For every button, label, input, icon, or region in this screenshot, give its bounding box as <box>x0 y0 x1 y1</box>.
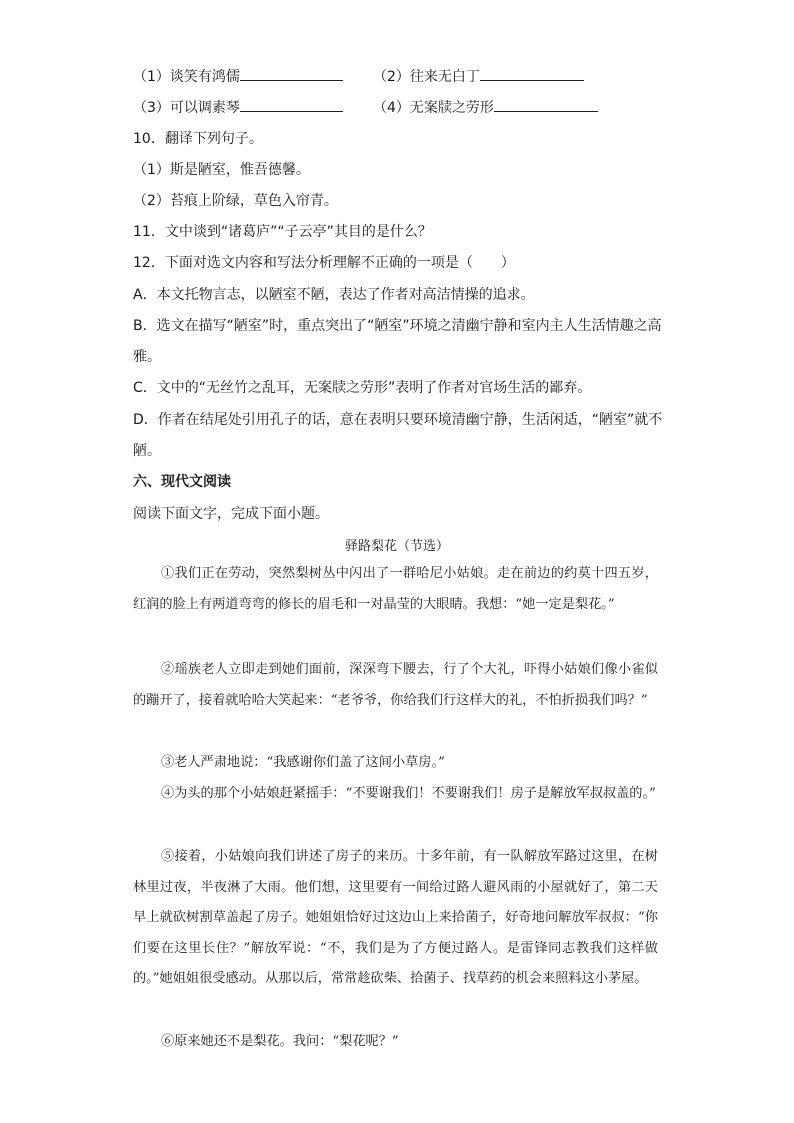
q9-item-1-text: （1）谈笑有鸿儒 <box>133 69 240 85</box>
q9-item-4-blank[interactable] <box>494 97 598 112</box>
q9-item-2-text: （2）往来无白丁 <box>373 69 480 85</box>
q9-row-1b <box>373 66 584 87</box>
passage-paragraph-3: ③老人严肃地说：“我感谢你们盖了这间小草房。” <box>161 755 445 770</box>
q9-item-1-blank[interactable] <box>240 66 343 81</box>
passage-title: 驿路梨花（节选） <box>344 539 449 554</box>
q12-option-b-line-1: B．选文在描写“陋室”时，重点突出了“陋室”环境之清幽宁静和室内主人生活情趣之高 <box>133 318 662 334</box>
passage-paragraph-5: ⑤接着，小姑娘向我们讲述了房子的来历。十多年前，有一队解放军路过这里，在树林里过夜，半夜淋了大雨。他们想，这里要有一间给过路人避风雨的小屋就好了，第二天早上就砍树割草盖起了房子。她姐姐恰好过这边山上来拾菌子，好奇地问解放军叔叔：“你们要在这里长住？”解放军说：“不，我们是为了方便过路人。是雷锋同志教我们这样做的。”她姐姐很受感动。从那以后，常常趁砍柴、拾菌子、找草药的机会来照料这小茅屋。 <box>133 849 658 986</box>
q9-row-2b <box>373 97 598 118</box>
q12-option-a: A．本文托物言志，以陋室不陋，表达了作者对高洁情操的追求。 <box>133 287 535 303</box>
passage-paragraph-6: ⑥原来她还不是梨花。我问：“梨花呢？” <box>161 1034 399 1049</box>
q9-row-1 <box>133 66 343 87</box>
q9-item-4-text: （4）无案牍之劳形 <box>373 100 494 116</box>
q12-option-d-line-1: D．作者在结尾处引用孔子的话，意在表明只要环境清幽宁静，生活闲适，“陋室”就不 <box>133 412 663 428</box>
q12-option-b-line-2: 雅。 <box>133 349 161 365</box>
q12-option-d-line-2: 陋。 <box>133 443 161 459</box>
q10-stem: 10．翻译下列句子。 <box>133 131 263 147</box>
passage-paragraph-2: ②瑶族老人立即走到她们面前，深深弯下腰去，行了个大礼，吓得小姑娘们像小雀似的蹦开了，接着就哈哈大笑起来：“老爷爷，你给我们行这样大的礼，不怕折损我们吗？” <box>133 662 658 708</box>
passage-paragraph-1: ①我们正在劳动，突然梨树丛中闪出了一群哈尼小姑娘。走在前边的约莫十四五岁，红润的脸上有两道弯弯的修长的眉毛和一对晶莹的大眼睛。我想：“她一定是梨花。” <box>133 566 658 612</box>
section-6-heading: 六、现代文阅读 <box>133 474 231 490</box>
q10-sentence-1: （1）斯是陋室，惟吾德馨。 <box>133 162 310 178</box>
q9-row-2 <box>133 97 343 118</box>
q10-sentence-2: （2）苔痕上阶绿，草色入帘青。 <box>133 193 338 209</box>
q12-stem: 12．下面对选文内容和写法分析理解不正确的一项是（ ） <box>133 255 515 271</box>
q9-item-3-blank[interactable] <box>240 97 343 112</box>
q9-item-3-text: （3）可以调素琴 <box>133 100 240 116</box>
q12-option-c: C．文中的“无丝竹之乱耳，无案牍之劳形”表明了作者对官场生活的鄙弃。 <box>133 380 592 396</box>
passage-paragraph-4: ④为头的那个小姑娘赶紧摇手：“不要谢我们！不要谢我们！房子是解放军叔叔盖的。” <box>161 786 656 801</box>
q9-item-2-blank[interactable] <box>480 66 584 81</box>
section-6-instruction: 阅读下面文字，完成下面小题。 <box>133 506 329 522</box>
q11-stem: 11．文中谈到“诸葛庐”“子云亭”其目的是什么？ <box>133 224 432 240</box>
